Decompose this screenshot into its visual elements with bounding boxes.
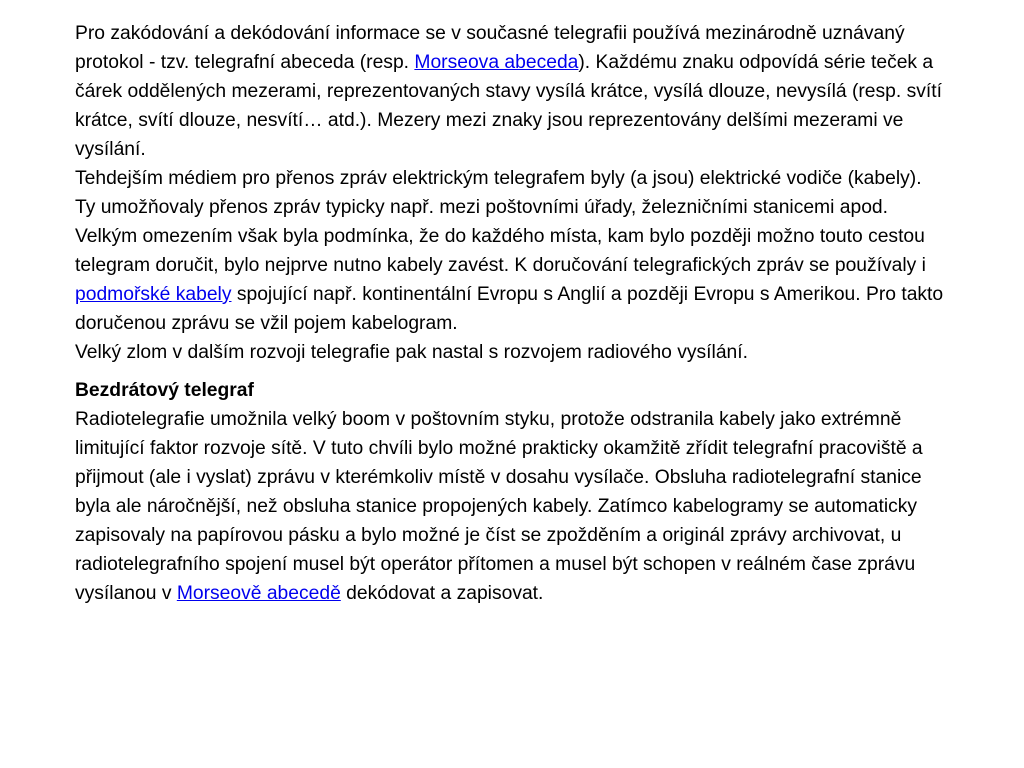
paragraph-text: dekódovat a zapisovat. bbox=[340, 583, 544, 604]
document-body bbox=[75, 19, 945, 608]
morseove-abecede-link[interactable]: Morseově abecedě bbox=[176, 583, 341, 604]
paragraph-text: Tehdejším médiem pro přenos zpráv elektrickým telegrafem byly (a jsou) elektrické vodiče (kabely). Ty umožňovaly přenos zpráv typicky např. mezi poštovními úřady, železničními stanicemi apod. Velkým omezením však byla podmínka, že do každého místa, kam bylo později možno touto cestou telegram doručit, bylo nejprve nutno kabely zavést. K doručování telegrafických zpráv se používaly i bbox=[75, 168, 926, 276]
paragraph-text: Radiotelegrafie umožnila velký boom v poštovním styku, protože odstranila kabely jako extrémně limitující faktor rozvoje sítě. V tuto chvíli bylo možné prakticky okamžitě zřídit telegrafní pracoviště a přijmout (ale i vyslat) zprávu v kterémkoliv místě v dosahu vysílače. Obsluha radiotelegrafní stanice byla ale náročnější, než obsluha stanice propojených kabely. Zatímco kabelogramy se automaticky zapisovaly na papírovou pásku a bylo možné je číst se zpožděním a originál zprávy archivovat, u radiotelegrafního spojení musel být operátor přítomen a musel být schopen v reálném čase zprávu vysílanou v bbox=[75, 409, 923, 604]
morseova-abeceda-link[interactable]: Morseova abeceda bbox=[414, 52, 579, 73]
paragraph-text: Pro zakódování a dekódování informace se v současné telegrafii používá mezinárodně uznávaný protokol - tzv. telegrafní abeceda (resp. bbox=[75, 23, 905, 73]
paragraph-text: spojující např. kontinentální Evropu s Anglií a později Evropu s Amerikou. Pro takto doručenou zprávu se vžil pojem kabelogram. bbox=[75, 284, 944, 334]
paragraph-text: ). Každému znaku odpovídá série teček a čárek oddělených mezerami, reprezentovaných stavy vysílá krátce, vysílá dlouze, nevysílá (resp. svítí krátce, svítí dlouze, nesvítí… atd.). Mezery mezi znaky jsou reprezentovány delšími mezerami ve vysílání. bbox=[75, 52, 942, 160]
podmorske-kabely-link[interactable]: podmořské kabely bbox=[75, 284, 232, 305]
paragraph-cables bbox=[75, 164, 945, 338]
paragraph-radio-turning-point: Velký zlom v dalším rozvoji telegrafie pak nastal s rozvojem radiového vysílání. bbox=[75, 342, 748, 363]
paragraph-morse-code bbox=[75, 19, 945, 164]
section-wireless-telegraph bbox=[75, 376, 945, 608]
section-heading: Bezdrátový telegraf bbox=[75, 380, 254, 401]
paragraph-radiotelegraphy bbox=[75, 405, 945, 608]
